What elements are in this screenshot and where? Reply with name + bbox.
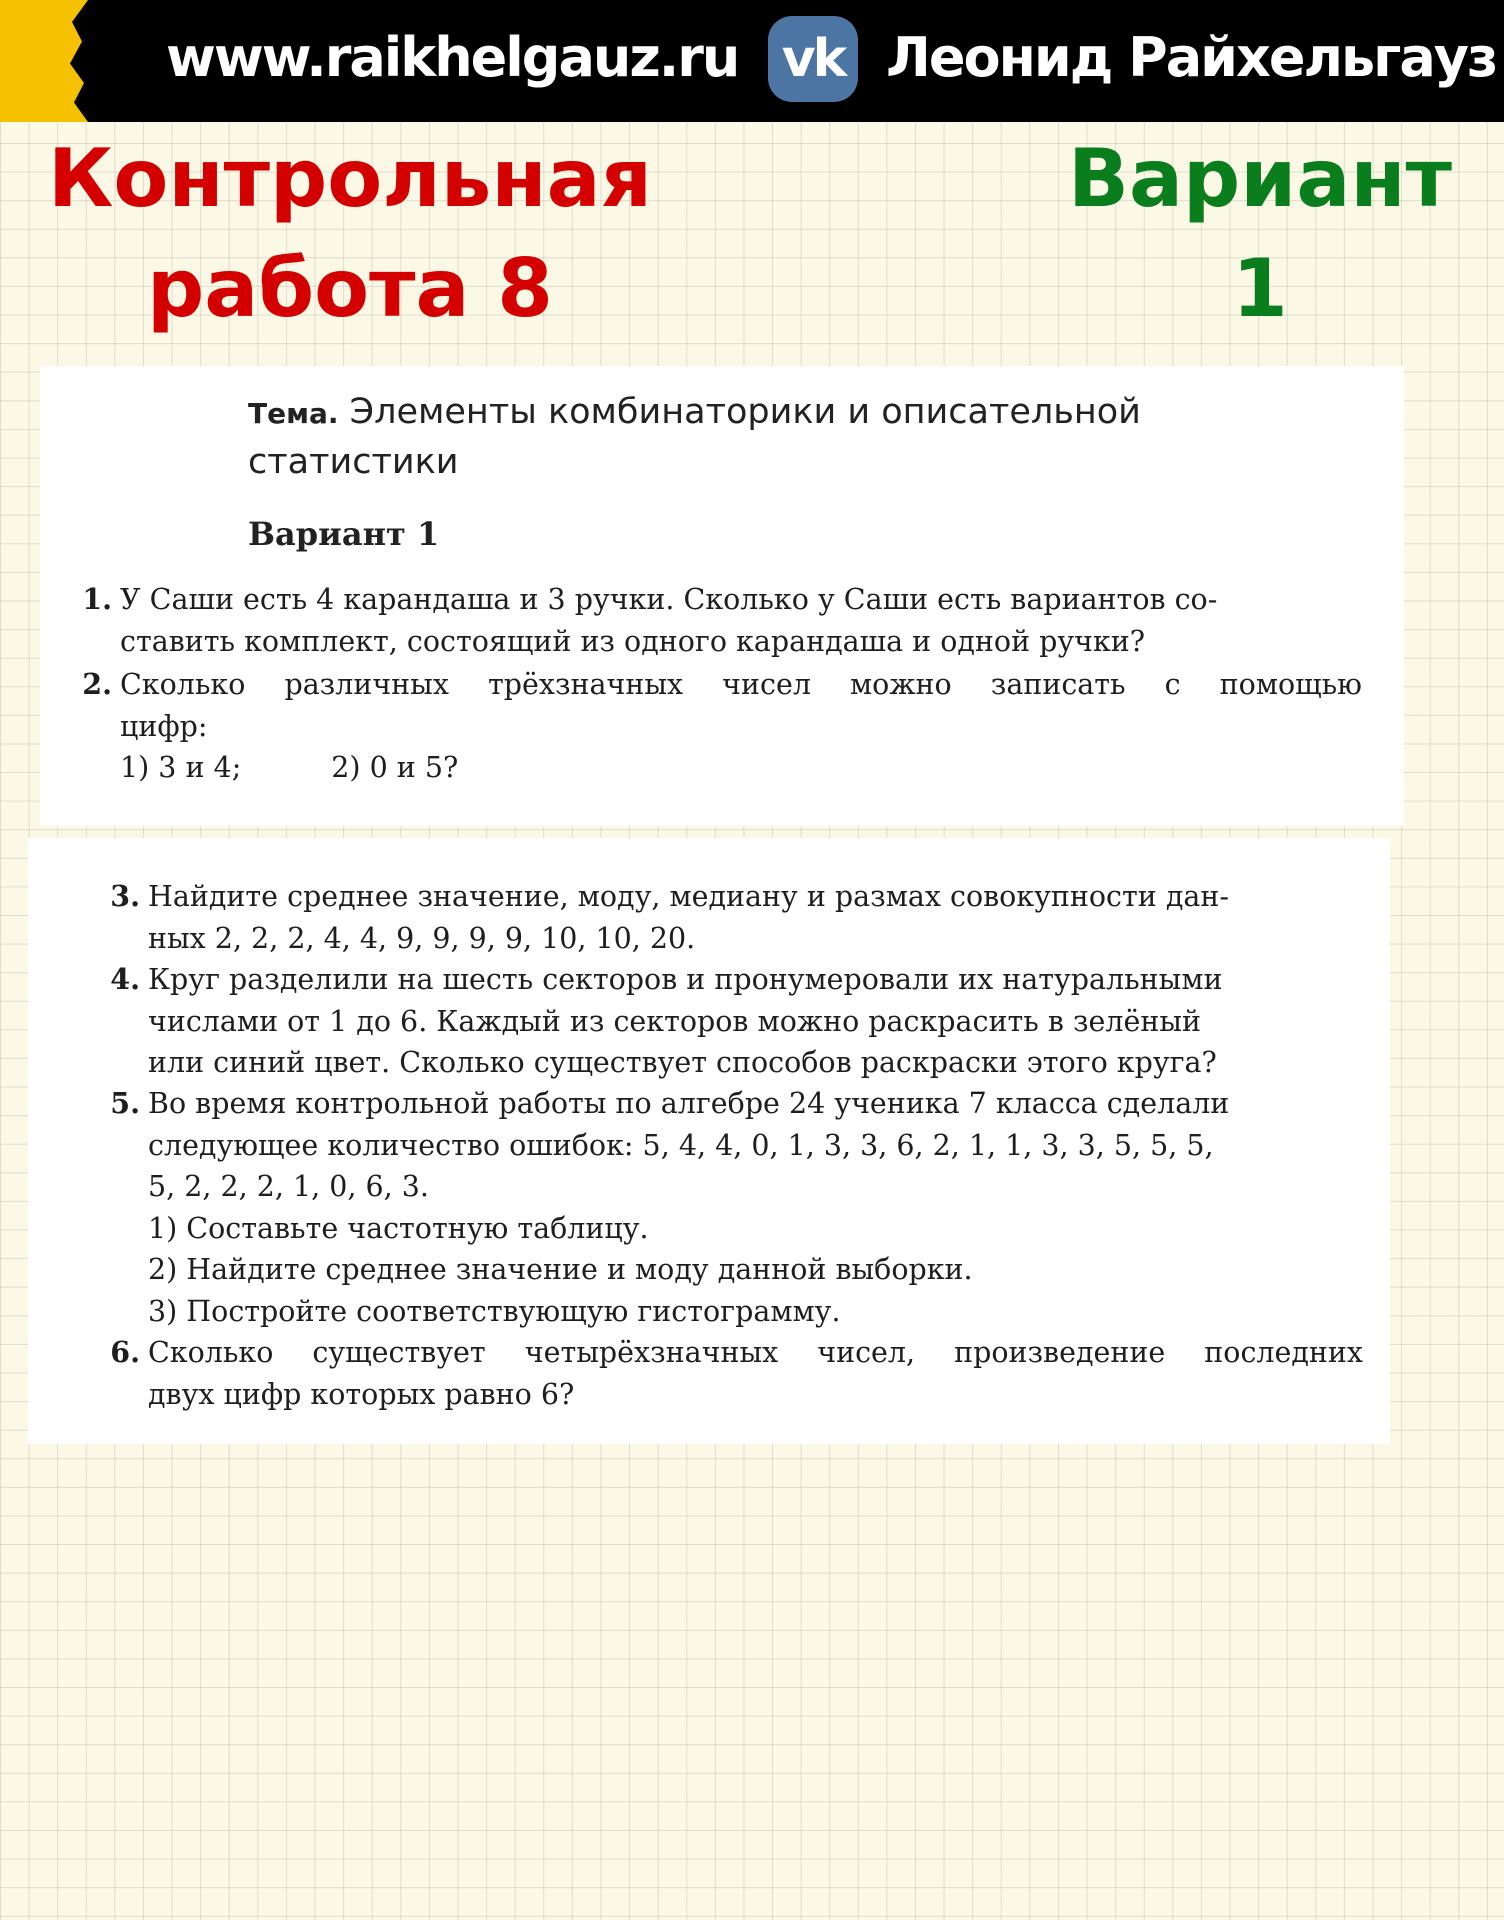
problem-line: ных 2, 2, 2, 4, 4, 9, 9, 9, 9, 10, 10, 20.	[148, 921, 696, 955]
problem-subitem: 1) Составьте частотную таблицу.	[148, 1211, 649, 1245]
problem-subitem: 3) Постройте соответствующую гистограмму.	[148, 1294, 841, 1328]
variant-title	[1050, 124, 1470, 344]
yellow-tab-decoration	[0, 0, 100, 122]
vk-logo-text: vk	[781, 29, 845, 89]
problem-line: или синий цвет. Сколько существует способов раскраски этого круга?	[148, 1046, 1217, 1079]
variant-title-line2: 1	[1232, 242, 1288, 335]
problem-number: 6.	[110, 1335, 140, 1369]
problem-line: Сколько различных трёхзначных чисел можно записать с помощью	[120, 668, 1362, 701]
problem-line: числами от 1 до 6. Каждый из секторов можно раскрасить в зелёный	[148, 1004, 1201, 1038]
variant-title-line1: Вариант	[1068, 132, 1452, 225]
test-title-line1: Контрольная	[47, 132, 653, 225]
problem-subitems	[120, 747, 1362, 789]
problem-number: 3.	[110, 879, 140, 913]
problem-5	[110, 1083, 1363, 1332]
header-bar	[0, 0, 1504, 122]
problem-number: 1.	[82, 582, 112, 616]
problem-line: следующее количество ошибок: 5, 4, 4, 0, 1, 3, 3, 6, 2, 1, 1, 3, 3, 5, 5, 5,	[148, 1128, 1214, 1162]
problem-line: двух цифр которых равно 6?	[148, 1377, 575, 1411]
problem-2	[82, 664, 1362, 789]
author-name: Леонид Райхельгауз	[886, 26, 1497, 89]
document-panel-bottom	[28, 838, 1390, 1444]
site-url-link[interactable]: www.raikhelgauz.ru	[166, 26, 739, 89]
problem-number: 4.	[110, 962, 140, 996]
test-title	[40, 124, 660, 344]
problem-line: цифр:	[120, 709, 208, 743]
problem-line: Сколько существует четырёхзначных чисел, произведение последних	[148, 1336, 1363, 1369]
topic-text	[248, 388, 1248, 486]
problem-line: ставить комплект, состоящий из одного карандаша и одной ручки?	[120, 624, 1146, 658]
document-panel-top	[40, 366, 1404, 826]
problem-line: У Саши есть 4 карандаша и 3 ручки. Сколько у Саши есть вариантов со-	[120, 583, 1218, 616]
problem-number: 2.	[82, 667, 112, 701]
test-title-line2: работа 8	[147, 242, 553, 335]
problem-line: Круг разделили на шесть секторов и пронумеровали их натуральными	[148, 963, 1223, 996]
problem-number: 5.	[110, 1086, 140, 1120]
problem-line: Во время контрольной работы по алгебре 24 ученика 7 класса сделали	[148, 1087, 1230, 1120]
problem-subitem: 2) 0 и 5?	[331, 751, 459, 784]
variant-heading: Вариант 1	[248, 515, 440, 553]
vk-icon[interactable]	[768, 16, 858, 102]
problem-subitem: 2) Найдите среднее значение и моду данной выборки.	[148, 1253, 973, 1286]
problem-6	[110, 1332, 1363, 1415]
topic-line2: статистики	[248, 442, 459, 482]
topic-line1: Элементы комбинаторики и описательной	[349, 392, 1141, 432]
problem-subitem: 1) 3 и 4;	[120, 751, 242, 784]
problem-line: 5, 2, 2, 2, 1, 0, 6, 3.	[148, 1170, 429, 1203]
topic-label: Тема.	[248, 397, 339, 430]
problem-1	[82, 579, 1360, 662]
problem-line: Найдите среднее значение, моду, медиану и размах совокупности дан-	[148, 880, 1229, 913]
problem-3	[110, 876, 1363, 959]
problem-4	[110, 959, 1363, 1084]
